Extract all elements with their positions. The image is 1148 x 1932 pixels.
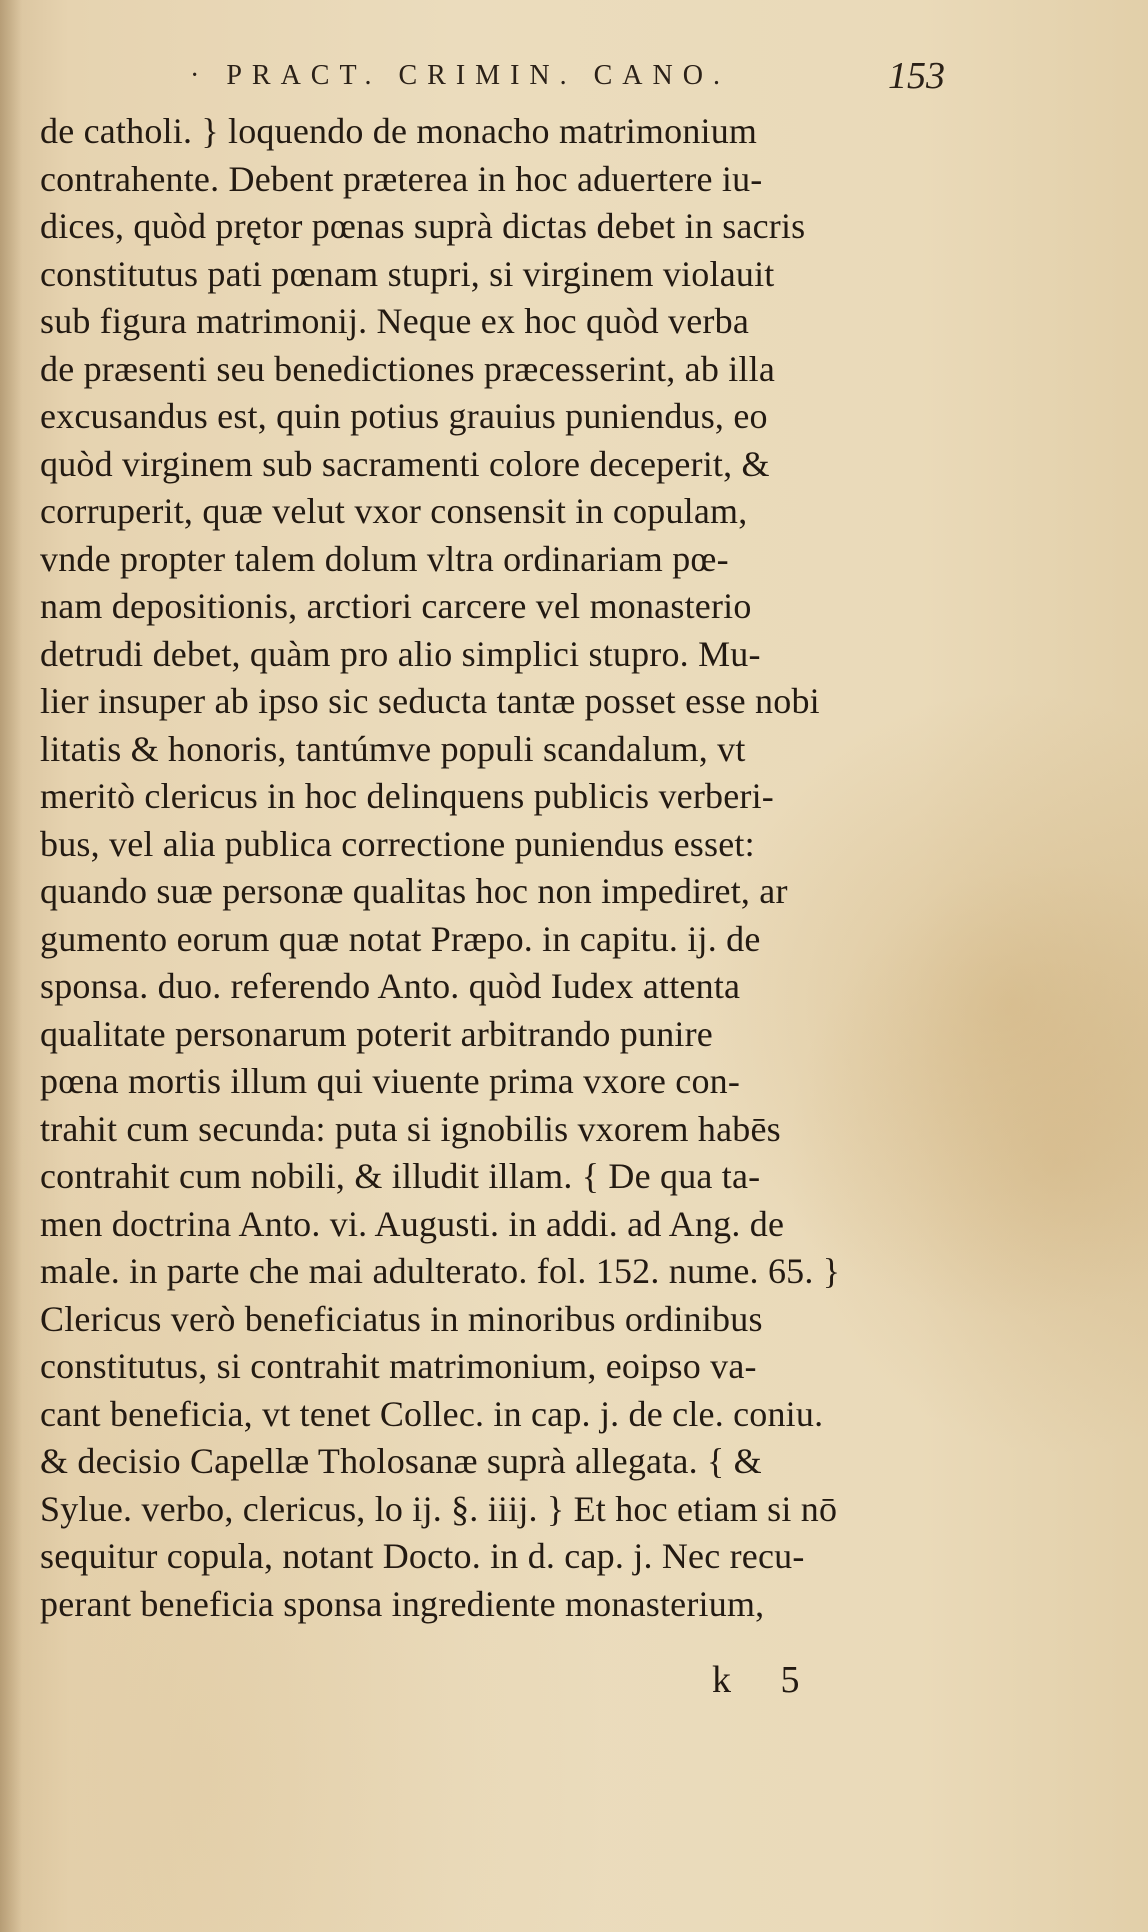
text-line: excusandus est, quin potius grauius puniendus, eo — [40, 396, 768, 436]
text-line: pœna mortis illum qui viuente prima vxore con- — [40, 1061, 741, 1101]
text-line: quòd virginem sub sacramenti colore deceperit, & — [40, 443, 770, 484]
text-line: Clericus verò beneficiatus in minoribus ordinibus — [40, 1298, 763, 1339]
text-line: detrudi debet, quàm pro alio simplici stupro. Mu- — [40, 633, 761, 674]
text-line: meritò clericus in hoc delinquens publicis verberi- — [40, 776, 774, 816]
text-line: sponsa. duo. referendo Anto. quòd Iudex attenta — [40, 966, 741, 1006]
body-text — [40, 108, 940, 1628]
text-line: quando suæ personæ qualitas hoc non impediret, ar — [40, 871, 788, 911]
text-line: dices, quòd prętor pœnas suprà dictas debet in sacris — [40, 206, 806, 246]
text-line: constitutus, si contrahit matrimonium, eoipso va- — [40, 1346, 757, 1386]
text-line: sequitur copula, notant Docto. in d. cap. j. Nec recu- — [40, 1536, 805, 1576]
text-line: corruperit, quæ velut vxor consensit in copulam, — [40, 491, 748, 531]
text-line: bus, vel alia publica correctione puniendus esset: — [40, 823, 755, 864]
page-number: 153 — [888, 55, 945, 97]
signature-mark: k 5 — [712, 1659, 820, 1701]
text-line: Sylue. verbo, clericus, lo ij. §. iiij. } Et hoc etiam si nō — [40, 1488, 838, 1529]
text-line: contrahit cum nobili, & illudit illam. { De qua ta- — [40, 1156, 761, 1196]
running-head: · PRACT. CRIMIN. CANO. — [190, 60, 730, 91]
text-line: & decisio Capellæ Tholosanæ suprà allegata. { & — [40, 1441, 762, 1481]
text-line: lier insuper ab ipso sic seducta tantæ posset esse nobi — [40, 681, 820, 721]
text-line: sub figura matrimonij. Neque ex hoc quòd verba — [40, 301, 750, 341]
text-line: vnde propter talem dolum vltra ordinariam pœ- — [40, 538, 729, 579]
text-line: perant beneficia sponsa ingrediente monasterium, — [40, 1583, 765, 1624]
text-line: de catholi. } loquendo de monacho matrimonium — [40, 111, 758, 151]
text-line: qualitate personarum poterit arbitrando punire — [40, 1013, 713, 1054]
text-line: nam depositionis, arctiori carcere vel monasterio — [40, 586, 752, 626]
text-line: men doctrina Anto. vi. Augusti. in addi. ad Ang. de — [40, 1203, 785, 1244]
text-line: trahit cum secunda: puta si ignobilis vxorem habēs — [40, 1108, 781, 1149]
text-line: gumento eorum quæ notat Præpo. in capitu. ij. de — [40, 918, 761, 959]
gutter-shadow — [0, 0, 22, 1932]
text-line: contrahente. Debent præterea in hoc aduertere iu- — [40, 158, 763, 199]
text-line: male. in parte che mai adulterato. fol. 152. nume. 65. } — [40, 1251, 841, 1291]
text-line: cant beneficia, vt tenet Collec. in cap. j. de cle. coniu. — [40, 1393, 824, 1434]
text-line: litatis & honoris, tantúmve populi scandalum, vt — [40, 728, 746, 769]
text-line: de præsenti seu benedictiones præcesserint, ab illa — [40, 348, 775, 389]
text-line: constitutus pati pœnam stupri, si virginem violauit — [40, 253, 775, 294]
